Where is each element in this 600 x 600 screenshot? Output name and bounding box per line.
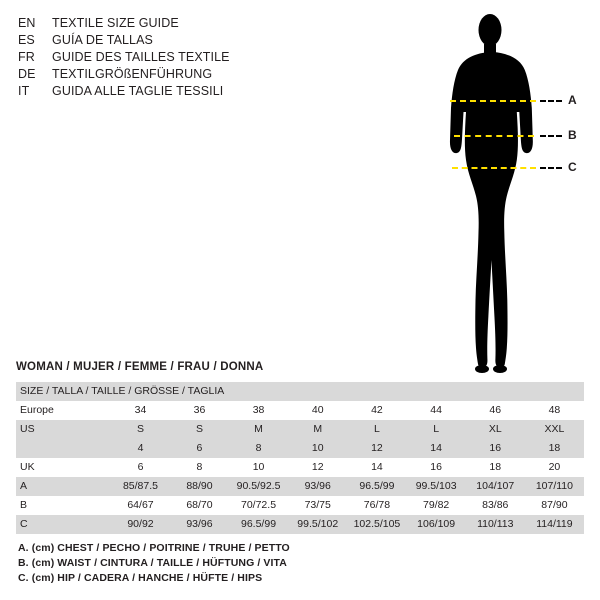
waist-guide-line: [454, 135, 534, 137]
table-cell: 6: [170, 439, 229, 458]
legend-row-b: B. (cm) WAIST / CINTURA / TAILLE / HÜFTUNG / VITA: [18, 557, 287, 569]
table-cell: 90/92: [111, 515, 170, 534]
table-cell: 42: [347, 401, 406, 420]
row-label: B: [16, 496, 111, 515]
table-cell: 90.5/92.5: [229, 477, 288, 496]
row-label: US: [16, 420, 111, 439]
table-cell: 73/75: [288, 496, 347, 515]
language-title: GUÍA DE TALLAS: [52, 33, 153, 47]
chest-guide-line: [450, 100, 536, 102]
table-cell: 87/90: [525, 496, 584, 515]
measure-label-a: A: [568, 93, 577, 107]
measure-label-c: C: [568, 160, 577, 174]
language-code: EN: [18, 16, 36, 30]
language-row: [18, 67, 318, 84]
table-cell: 14: [407, 439, 466, 458]
table-cell: 114/119: [525, 515, 584, 534]
row-label: [16, 439, 111, 458]
table-cell: 102.5/105: [347, 515, 406, 534]
table-cell: S: [111, 420, 170, 439]
table-cell: 18: [466, 458, 525, 477]
table-cell: 38: [229, 401, 288, 420]
hip-guide-line: [452, 167, 536, 169]
table-cell: 40: [288, 401, 347, 420]
table-cell: 99.5/103: [407, 477, 466, 496]
table-cell: 79/82: [407, 496, 466, 515]
size-table: [16, 382, 584, 534]
table-cell: 96.5/99: [229, 515, 288, 534]
table-row: [16, 496, 584, 515]
table-cell: L: [347, 420, 406, 439]
table-row: [16, 401, 584, 420]
table-cell: XL: [466, 420, 525, 439]
table-cell: 107/110: [525, 477, 584, 496]
table-section-title: WOMAN / MUJER / FEMME / FRAU / DONNA: [16, 361, 264, 373]
hip-leader-line: [540, 167, 562, 169]
row-label: UK: [16, 458, 111, 477]
table-cell: 10: [229, 458, 288, 477]
language-title: TEXTILGRÖßENFÜHRUNG: [52, 67, 213, 81]
chest-leader-line: [540, 100, 562, 102]
language-row: [18, 84, 318, 101]
row-label: C: [16, 515, 111, 534]
row-label: Europe: [16, 401, 111, 420]
table-cell: 48: [525, 401, 584, 420]
language-title: TEXTILE SIZE GUIDE: [52, 16, 179, 30]
table-cell: 76/78: [347, 496, 406, 515]
table-cell: 96.5/99: [347, 477, 406, 496]
table-cell: 44: [407, 401, 466, 420]
table-cell: 18: [525, 439, 584, 458]
row-label: A: [16, 477, 111, 496]
table-header-label: SIZE / TALLA / TAILLE / GRÖSSE / TAGLIA: [16, 382, 584, 401]
table-row: [16, 458, 584, 477]
table-cell: 99.5/102: [288, 515, 347, 534]
measure-label-b: B: [568, 128, 577, 142]
table-cell: 104/107: [466, 477, 525, 496]
table-cell: 20: [525, 458, 584, 477]
table-cell: 85/87.5: [111, 477, 170, 496]
table-cell: 16: [466, 439, 525, 458]
table-cell: XXL: [525, 420, 584, 439]
table-cell: 12: [347, 439, 406, 458]
language-row: [18, 50, 318, 67]
table-cell: S: [170, 420, 229, 439]
language-code: FR: [18, 50, 35, 64]
legend-row-a: A. (cm) CHEST / PECHO / POITRINE / TRUHE / PETTO: [18, 542, 290, 554]
legend-row-c: C. (cm) HIP / CADERA / HANCHE / HÜFTE / HIPS: [18, 572, 263, 584]
language-row: [18, 33, 318, 50]
measurement-legend: [18, 541, 578, 586]
body-silhouette-icon: [430, 8, 590, 378]
table-cell: 16: [407, 458, 466, 477]
table-cell: L: [407, 420, 466, 439]
language-title: GUIDA ALLE TAGLIE TESSILI: [52, 84, 224, 98]
table-cell: M: [288, 420, 347, 439]
table-cell: 4: [111, 439, 170, 458]
table-cell: 68/70: [170, 496, 229, 515]
table-cell: 12: [288, 458, 347, 477]
language-code: ES: [18, 33, 35, 47]
table-cell: 88/90: [170, 477, 229, 496]
language-code: IT: [18, 84, 30, 98]
table-cell: 34: [111, 401, 170, 420]
table-row: [16, 382, 584, 401]
table-cell: 64/67: [111, 496, 170, 515]
language-title: GUIDE DES TAILLES TEXTILE: [52, 50, 230, 64]
language-row: [18, 16, 318, 33]
table-cell: 93/96: [288, 477, 347, 496]
table-cell: 93/96: [170, 515, 229, 534]
table-row: [16, 477, 584, 496]
table-cell: 6: [111, 458, 170, 477]
language-code: DE: [18, 67, 36, 81]
table-cell: 14: [347, 458, 406, 477]
table-row: [16, 420, 584, 439]
table-cell: 10: [288, 439, 347, 458]
table-cell: 110/113: [466, 515, 525, 534]
table-cell: 106/109: [407, 515, 466, 534]
female-silhouette-figure: [430, 8, 590, 378]
waist-leader-line: [540, 135, 562, 137]
table-cell: M: [229, 420, 288, 439]
table-cell: 8: [229, 439, 288, 458]
table-cell: 8: [170, 458, 229, 477]
table-cell: 83/86: [466, 496, 525, 515]
table-cell: 70/72.5: [229, 496, 288, 515]
table-cell: 36: [170, 401, 229, 420]
language-titles: [18, 16, 318, 101]
table-row: [16, 439, 584, 458]
table-cell: 46: [466, 401, 525, 420]
table-row: [16, 515, 584, 534]
